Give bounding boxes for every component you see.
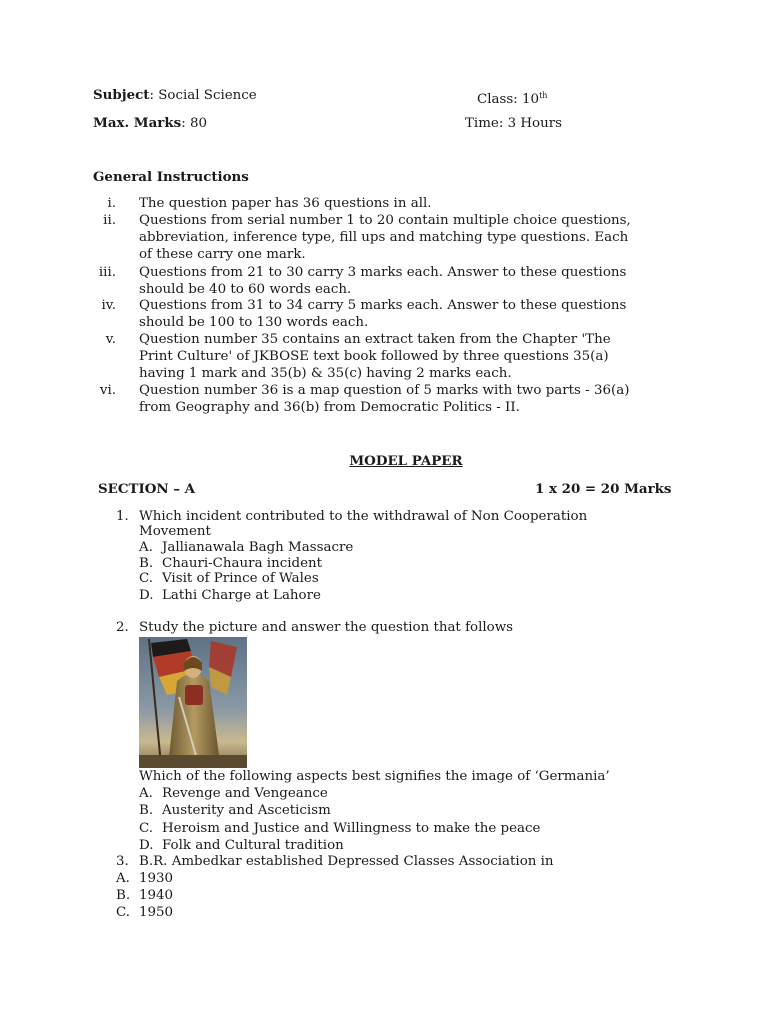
option-d <box>139 837 344 854</box>
subject-line <box>93 87 257 104</box>
section-marks: 1 x 20 = 20 Marks <box>535 481 672 497</box>
option-text: Folk and Cultural tradition <box>162 838 344 853</box>
option-c <box>139 570 319 587</box>
instruction-line: Question number 36 is a map question of 5 marks with two parts - 36(a) <box>139 383 630 398</box>
marks-line <box>93 115 207 132</box>
option-text: 1940 <box>139 888 174 903</box>
germania-painting <box>139 637 247 768</box>
option-b <box>139 802 331 819</box>
option-letter: B. <box>139 556 154 571</box>
general-instructions-title: General Instructions <box>93 169 249 185</box>
instruction-line: abbreviation, inference type, fill ups and matching type questions. Each <box>139 230 629 245</box>
option-letter: B. <box>116 888 131 903</box>
instruction-number: iv. <box>101 298 116 313</box>
class-label: Class: 10 <box>477 92 540 107</box>
subject-value: : Social Science <box>149 88 257 103</box>
instruction-number: ii. <box>103 213 116 228</box>
instruction-line: of these carry one mark. <box>139 247 306 262</box>
option-text: 1950 <box>139 905 174 920</box>
max-marks-value: : 80 <box>181 116 207 131</box>
section-title: SECTION – A <box>98 481 196 497</box>
option-letter: C. <box>139 821 154 836</box>
instruction-number: vi. <box>99 383 116 398</box>
instruction-line: from Geography and 36(b) from Democratic Politics - II. <box>139 400 520 415</box>
instruction-line: Print Culture' of JKBOSE text book followed by three questions 35(a) <box>139 349 609 364</box>
option-letter: C. <box>116 905 131 920</box>
instruction-number: i. <box>107 196 116 211</box>
option-c <box>139 820 540 837</box>
option-b <box>116 887 173 904</box>
question-text: Movement <box>139 524 211 539</box>
option-a <box>139 785 328 802</box>
option-c <box>116 904 173 921</box>
question-number: 1. <box>116 509 129 524</box>
instruction-number: v. <box>105 332 116 347</box>
instruction-line: Questions from serial number 1 to 20 contain multiple choice questions, <box>139 213 631 228</box>
option-letter: A. <box>116 871 130 886</box>
time-line: Time: 3 Hours <box>465 116 563 131</box>
option-a <box>139 539 353 556</box>
option-text: Lathi Charge at Lahore <box>162 588 321 603</box>
question-text: Which incident contributed to the withdrawal of Non Cooperation <box>139 509 588 524</box>
option-letter: A. <box>139 540 153 555</box>
option-letter: D. <box>139 838 154 853</box>
question-number: 2. <box>116 620 129 635</box>
option-a <box>116 870 173 887</box>
model-paper-title: MODEL PAPER <box>349 453 463 469</box>
option-text: Jallianawala Bagh Massacre <box>162 540 354 555</box>
question-text: B.R. Ambedkar established Depressed Classes Association in <box>139 854 554 869</box>
question-followup: Which of the following aspects best signifies the image of ‘Germania’ <box>139 769 610 784</box>
instruction-line: Questions from 31 to 34 carry 5 marks each. Answer to these questions <box>139 298 627 313</box>
instruction-line: Question number 35 contains an extract taken from the Chapter 'The <box>139 332 611 347</box>
max-marks-label: Max. Marks <box>93 115 182 131</box>
option-text: Revenge and Vengeance <box>162 786 328 801</box>
option-text: Chauri-Chaura incident <box>162 556 322 571</box>
question-text: Study the picture and answer the question that follows <box>139 620 514 635</box>
instruction-line: Questions from 21 to 30 carry 3 marks each. Answer to these questions <box>139 265 627 280</box>
instruction-line: The question paper has 36 questions in all. <box>139 196 432 211</box>
option-text: Visit of Prince of Wales <box>162 571 319 586</box>
subject-label: Subject <box>93 87 150 103</box>
option-letter: C. <box>139 571 154 586</box>
question-number: 3. <box>116 854 129 869</box>
instruction-line: should be 100 to 130 words each. <box>139 315 369 330</box>
option-text: Austerity and Asceticism <box>162 803 331 818</box>
instruction-line: having 1 mark and 35(b) & 35(c) having 2 marks each. <box>139 366 512 381</box>
instruction-number: iii. <box>98 265 116 280</box>
option-d <box>139 587 321 604</box>
option-letter: A. <box>139 786 153 801</box>
option-text: Heroism and Justice and Willingness to make the peace <box>162 821 541 836</box>
instruction-line: should be 40 to 60 words each. <box>139 282 352 297</box>
class-superscript: th <box>539 91 548 100</box>
option-letter: D. <box>139 588 154 603</box>
option-letter: B. <box>139 803 154 818</box>
class-line <box>477 87 547 108</box>
option-text: 1930 <box>139 871 174 886</box>
